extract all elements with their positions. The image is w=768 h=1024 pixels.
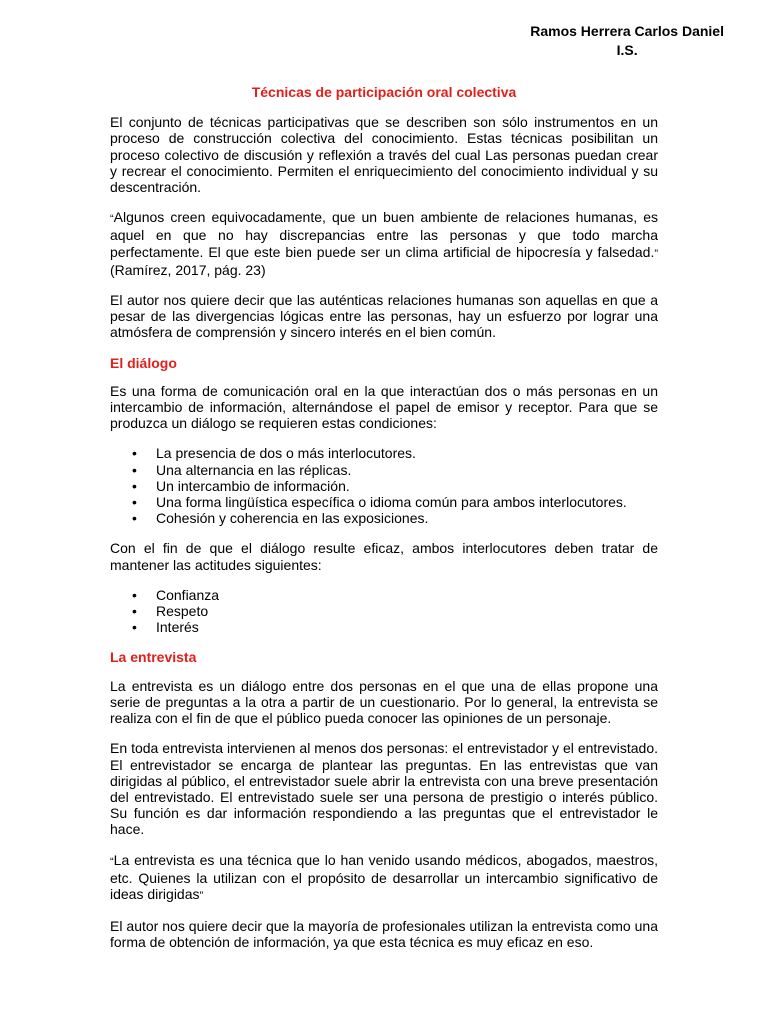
list-item: • Confianza [132,586,220,603]
quote-open-mark: “ [110,855,114,868]
quote-open-mark: “ [110,213,114,226]
quote-citation: (Ramírez, 2017, pág. 23) [110,261,266,278]
quote-entrevista-text: La entrevista es una técnica que lo han venido usando médicos, abogados, maestros, etc. Quienes la utilizan con el propósito de desarrollar un intercambio significativo de ideas dirigidas [110,851,658,902]
intro-paragraph: El conjunto de técnicas participativas que se describen son sólo instrumentos en un proceso de construcción colectiva del conocimiento. Estas técnicas posibilitan un proceso colectivo de discusión y reflexión a través del cual Las personas puedan crear y recrear el conocimiento. Permiten el enriquecimiento del conocimiento individual y su descentración. [110,114,658,196]
list-item: • Interés [132,619,199,636]
quote-close-mark: ” [199,889,204,902]
bullet-icon: • [132,477,137,494]
bullet-icon: • [132,510,137,527]
bullet-icon: • [132,461,137,478]
dialogo-attitudes-list [110,587,658,636]
bullet-icon: • [132,586,137,603]
list-item: • Un intercambio de información. [132,477,350,494]
bullet-icon: • [132,494,137,511]
list-item: • Una forma lingüística específica o idioma común para ambos interlocutores. [132,494,627,511]
entrevista-definition-paragraph: La entrevista es un diálogo entre dos personas en el que una de ellas propone una serie de preguntas a la otra a partir de un cuestionario. Por lo general, la entrevista se realiza con el fin de que el público pueda conocer las opiniones de un personaje. [110,677,658,727]
author-group: I.S. [616,42,638,58]
dialogo-conditions-list [110,445,658,526]
dialogo-definition-paragraph: Es una forma de comunicación oral en la que interactúan dos o más personas en un intercambio de información, alternándose el papel de emisor y receptor. Para que se produzca un diálogo se requieren estas condiciones: [110,382,658,432]
bullet-icon: • [132,619,137,636]
bullet-icon: • [132,445,137,462]
document-body [110,84,658,965]
dialogo-attitudes-paragraph: Con el fin de que el diálogo resulte eficaz, ambos interlocutores deben tratar de mantener las actitudes siguientes: [110,540,658,573]
entrevista-conclusion-paragraph: El autor nos quiere decir que la mayoría de profesionales utilizan la entrevista como una forma de obtención de información, ya que esta técnica es muy eficaz en eso. [110,918,658,951]
section-heading-entrevista: La entrevista [110,649,197,666]
list-item: • Una alternancia en las réplicas. [132,461,352,478]
list-item: • La presencia de dos o más interlocutores. [132,445,416,462]
quote-entrevista [110,852,658,905]
author-block [530,22,724,60]
quote-ramirez-text: Algunos creen equivocadamente, que un buen ambiente de relaciones humanas, es aquel en que no hay discrepancias entre las personas y que todo marcha perfectamente. El que este bien puede ser un clima artificial de hipocresía y falsedad. [110,209,658,260]
bullet-icon: • [132,603,137,620]
author-name: Ramos Herrera Carlos Daniel [530,23,724,39]
entrevista-participants-paragraph: En toda entrevista intervienen al menos dos personas: el entrevistador y el entrevistado. El entrevistador se encarga de plantear las preguntas. En las entrevistas que van dirigidas al público, el entrevistador suele abrir la entrevista con una breve presentación del entrevistado. El entrevistado suele ser una persona de prestigio o interés público. Su función es dar información respondiendo a las preguntas que el entrevistador le hace. [110,740,658,838]
list-item: • Respeto [132,603,209,620]
quote-ramirez [110,209,658,278]
section-heading-dialogo: El diálogo [110,354,177,371]
document-title: Técnicas de participación oral colectiva [251,84,517,100]
author-interpretation-paragraph: El autor nos quiere decir que las auténticas relaciones humanas son aquellas en que a pesar de las divergencias lógicas entre las personas, hay un esfuerzo por lograr una atmósfera de comprensión y sincero interés en el bien común. [110,292,658,341]
list-item: • Cohesión y coherencia en las exposiciones. [132,510,429,527]
quote-close-mark: ” [654,247,658,260]
